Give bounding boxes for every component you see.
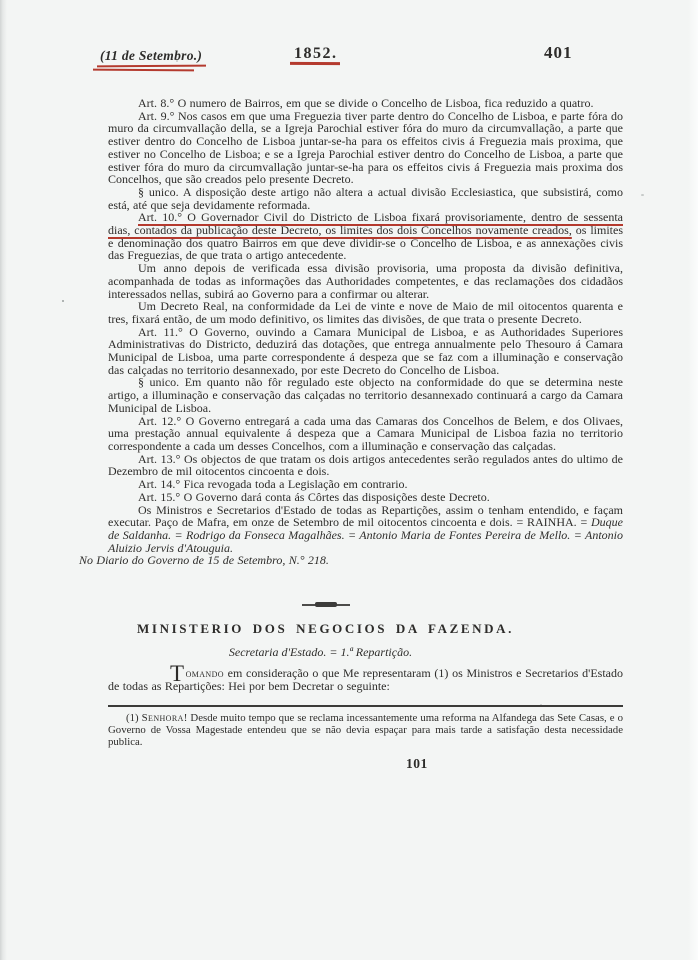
ministry-section-subtitle: Secretaria d'Estado. = 1.ª Repartição. — [228, 644, 413, 659]
article-12 — [108, 415, 623, 453]
article-10-text: os limites e denominação dos quatro Bairros em que deve dividir-se o Concelho de Lisboa, e as annexações civis das Freguezias, de que trata o artigo antecedente. — [108, 223, 623, 263]
header-year: 1852. — [294, 45, 338, 62]
diario-reference-text: No Diario do Governo de 15 de Setembro, N.° 218. — [79, 553, 329, 568]
footnote-addressee: Senhora — [141, 711, 184, 724]
scan-edge-right — [688, 0, 698, 960]
paragraph-um-anno — [108, 262, 623, 300]
paragraph-um-decreto-text: Um Decreto Real, na conformidade da Lei de vinte e nove de Maio de mil oitocentos quarenta e tres, fixará então, de um modo definitivo, os limites das divisões, de que trata o presente Decreto. — [108, 299, 623, 326]
article-10 — [108, 211, 623, 262]
article-13 — [108, 453, 623, 478]
ministry-section-title: MINISTERIO DOS NEGOCIOS DA FAZENDA. — [137, 621, 514, 637]
article-9-text: Art. 9.° Nos casos em que uma Freguezia tiver parte dentro do Concelho de Lisboa, e parte fóra do muro da circumvallação della, se a Igreja Parochial estiver fóra do muro da circumvallação, a parte que estiver dentro do Concelho de Lisboa juntar-se-ha para os effeitos civis á Freguezia mais proxima, que estiver no Concelho de Lisboa; e se a Igreja Parochial estiver dentro do Concelho de Lisboa, a parte que estiver fóra do muro da circumvallação juntar-se-ha para os effeitos civis á Freguezia mais proxima dos Concelhos, que são creados pelo presente Decreto. — [108, 108, 623, 187]
dropcap-letter: T — [170, 661, 185, 687]
printer-signature-mark: 101 — [406, 756, 428, 772]
opening-word-smallcaps: omando — [185, 666, 224, 681]
article-13-text: Art. 13.° Os objectos de que tratam os dois artigos antecedentes serão regulados antes do ultimo de Dezembro de mil oitocentos cincoenta e dois. — [108, 451, 623, 479]
ministry-opening-paragraph — [108, 661, 623, 694]
article-12-text: Art. 12.° O Governo entregará a cada uma das Camaras dos Concelhos de Belem, e dos Olivaes, uma prestação annual equivalente á despeza que a Camara Municipal de Lisboa fazia no territorio correspondente a cada um desses Concelhos, com a illuminação e conservação das calçadas. — [108, 413, 623, 453]
section-divider-ornament — [302, 601, 350, 609]
article-11 — [108, 326, 623, 377]
article-15-text: Art. 15.° O Governo dará conta ás Côrtes das disposições deste Decreto. — [138, 489, 490, 504]
article-14-text: Art. 14.° Fica revogada toda a Legislação em contrario. — [138, 477, 408, 492]
paragraph-unico-art11 — [108, 376, 623, 414]
article-8-text: Art. 8.° O numero de Bairros, em que se divide o Concelho de Lisboa, fica reduzido a quatro. — [138, 96, 594, 110]
signature-paragraph — [108, 504, 623, 555]
paragraph-unico-art9 — [108, 186, 623, 211]
paper-speck — [641, 194, 644, 196]
paragraph-unico-art9-text: § unico. A disposição deste artigo não altera a actual divisão Ecclesiastica, que subsistirá, como está, até que seja devidamente reformada. — [108, 184, 623, 212]
article-11-text: Art. 11.° O Governo, ouvindo a Camara Municipal de Lisboa, e as Authoridades Superiores Administrativas do Districto, deduzirá das dotações, que entrega annualmente pelo Thesouro á Camara Municipal de Lisboa, uma parte correspondente á despeza que se faz com a illuminação e conservação das calçadas no territorio desannexado, por este Decreto do Concelho de Lisboa. — [108, 324, 623, 377]
article-10-red-underlined-text: Art. 10.° O Governador Civil do Districto de Lisboa fixará provisoriamente, dentro de sessenta dias, contados da publicação deste Decreto, os limites dos dois Concelhos novamente creados, — [108, 210, 623, 238]
decree-body — [79, 96, 623, 568]
scan-edge-left — [0, 0, 7, 960]
diario-reference — [79, 554, 594, 567]
type-area — [79, 43, 623, 772]
paragraph-um-anno-text: Um anno depois de verificada essa divisão provisoria, uma proposta da divisão definitiva, acompanhada de todas as informações das Authoridades competentes, e das reclamações dos cidadãos interessados nellas, subirá ao Governo para a confirmar ou alterar. — [108, 261, 623, 301]
footnote-rule — [108, 705, 623, 707]
paper-speck — [62, 300, 64, 302]
signature-intro: Os Ministros e Secretarios d'Estado de todas as Repartições, assim o tenham entendido, e façam executar. Paço de Mafra, em onze de Setembro de mil oitocentos cincoenta e dois. = RAINHA. = — [108, 502, 623, 530]
signature-names: Duque de Saldanha. = Rodrigo da Fonseca Magalhães. = Antonio Maria de Fontes Pereira de Mello. = Antonio Aluizio Jervis d'Atouguia. — [108, 515, 623, 555]
footnote-text: ! Desde muito tempo que se reclama incessantemente uma reforma na Alfandega das Sete Casas, e o Governo de Vossa Magestade entendeu que se não devia espaçar para mais tarde a satisfação desta necessidade publica. — [108, 711, 623, 749]
footnote-marker: (1) — [126, 711, 142, 724]
header-issue-date: (11 de Setembro.) — [100, 48, 203, 63]
footnote — [108, 712, 623, 749]
header-page-number: 401 — [544, 43, 573, 62]
ornament-center — [315, 602, 337, 607]
article-9 — [108, 110, 623, 186]
paragraph-um-decreto — [108, 300, 623, 325]
paragraph-unico-art11-text: § unico. Em quanto não fôr regulado este objecto na conformidade do que se determina neste artigo, a illuminação e conservação das calçadas no territorio desannexado continuará a cargo da Camara Municipal de Lisboa. — [108, 375, 623, 415]
page-header — [100, 43, 623, 74]
opening-paragraph-text: em consideração o que Me representaram (1) os Ministros e Secretarios d'Estado de todas as Repartições: Hei por bem Decretar o seguinte: — [108, 666, 623, 694]
